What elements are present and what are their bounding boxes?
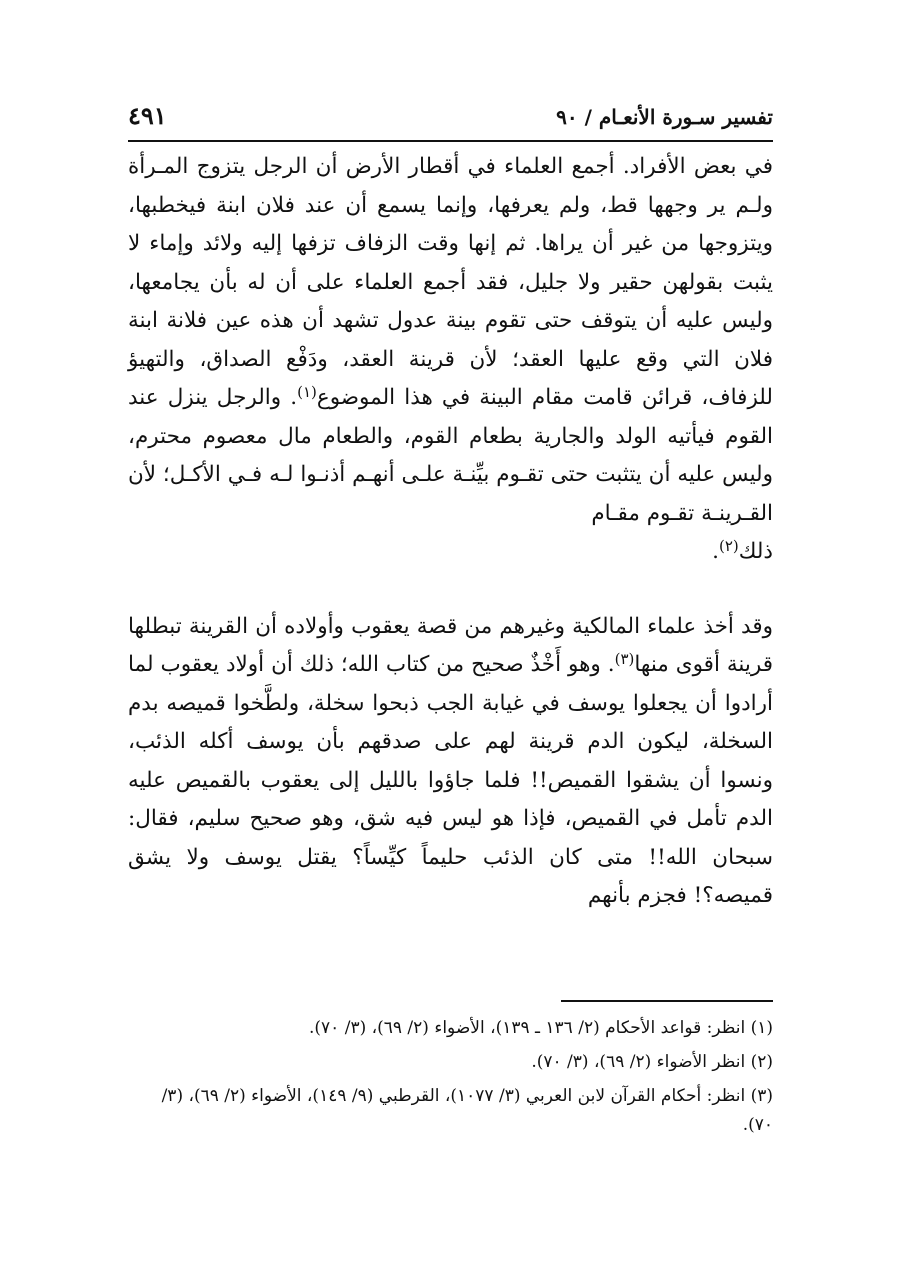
paragraph-1-text-c: ذلك: [738, 539, 773, 564]
paragraph-2: [128, 608, 773, 916]
paragraph-2-text-a: وقد أخذ علماء المالكية وغيرهم من قصة يعقوب وأولاده أن القرينة تبطلها قرينة أقوى منها: [128, 613, 773, 677]
paragraph-1-text-a: في بعض الأفراد. أجمع العلماء في أقطار الأرض أن الرجل يتزوج المـرأة ولـم ير وجهها قط، ولم يعرفها، وإنما يسمع أن عند فلان ابنة فيخطبها، ويتزوجها من غير أن يراها. ثم إنها وقت الزفاف تزفها إليه ولائد وإماء لا يثبت بقولهن حقير ولا جليل، فقد أجمع العلماء على أن له بأن يجامعها، وليس عليه أن يتوقف حتى تقوم بينة عدول تشهد أن هذه عين فلانة ابنة فلان التي وقع عليها العقد؛ لأن قرينة العقد، ودَفْع الصداق، والتهيؤ للزفاف، قرائن قامت مقام البينة في هذا الموضوع: [128, 154, 773, 410]
header-divider: [128, 140, 773, 142]
paragraph-1-text-b: . والرجل ينزل عند القوم فيأتيه الولد والجارية بطعام القوم، والطعام مال معصوم محترم، وليس عليه أن يتثبت حتى تقـوم بيِّنـة علـى أنهـم أذنـوا لـه فـي الأكـل؛ لأن القـرينـة تقـوم مقـام: [128, 385, 773, 526]
paragraph-2-text-b: . وهو أَخْذٌ صحيح من كتاب الله؛ ذلك أن أولاد يعقوب لما أرادوا أن يجعلوا يوسف في غيابة الجب ذبحوا سخلة، ولطَّخوا قميصه بدم السخلة، ليكون الدم قرينة لهم على صدقهم بأن يوسف أكله الذئب، ونسوا أن يشقوا القميص!! فلما جاؤوا بالليل إلى يعقوب بالقميص عليه الدم تأمل في القميص، فإذا هو ليس فيه شق، وهو صحيح سليم، فقال: سبحان الله!! متى كان الذئب حليماً كيِّساً؟ يقتل يوسف ولا يشق قميصه؟! فجزم بأنهم: [128, 652, 773, 908]
footnote-divider: [561, 1000, 773, 1002]
page-content: [128, 96, 773, 1135]
page-number: ٤٩١: [128, 101, 167, 130]
paragraph-1-last-line: [128, 533, 773, 572]
main-text: [128, 148, 773, 916]
footnote-ref-1: (١): [297, 383, 317, 401]
paragraph-1: [128, 148, 773, 572]
footnote-ref-2: (٢): [718, 537, 739, 555]
footnote-2: (٢) انظر الأضواء (٢/ ٦٩)، (٣/ ٧٠).: [531, 1052, 773, 1072]
running-title: تفسير سـورة الأنعـام / ٩٠: [556, 105, 773, 129]
footnote-1: (١) انظر: قواعد الأحكام (٢/ ١٣٦ ـ ١٣٩)، الأضواء (٢/ ٦٩)، (٣/ ٧٠).: [309, 1018, 773, 1038]
footnotes: [128, 1000, 773, 1145]
footnote-3: (٣) انظر: أحكام القرآن لابن العربي (٣/ ١٠٧٧)، القرطبي (٩/ ١٤٩)، الأضواء (٢/ ٦٩)، (٣/ ٧٠).: [161, 1086, 773, 1135]
paragraph-1-text-d: .: [712, 539, 719, 564]
running-header: [128, 96, 773, 136]
footnote-ref-3: (٣): [614, 650, 635, 668]
